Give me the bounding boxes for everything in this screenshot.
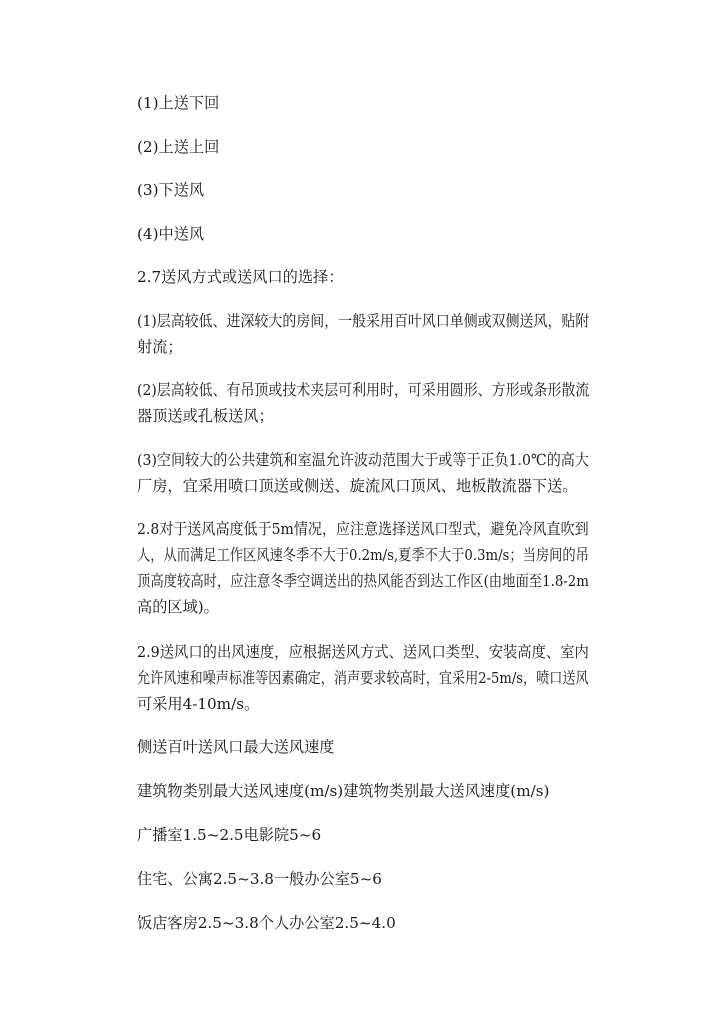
paragraph-line: (4)中送风 — [137, 225, 205, 243]
section-2-7-heading — [137, 264, 589, 290]
paragraph-2-7-2 — [137, 377, 589, 429]
paragraph-2-7-1 — [137, 308, 589, 360]
paragraph-line: 2.8对于送风高度低于5m情况，应注意选择送风口型式，避免冷风直吹到 — [137, 520, 589, 538]
paragraph-line: 侧送百叶送风口最大送风速度 — [137, 738, 335, 756]
paragraph-1 — [137, 90, 589, 116]
paragraph-line: 住宅、公寓2.5~3.8一般办公室5~6 — [137, 870, 382, 888]
paragraph-line: 厂房，宜采用喷口顶送或侧送、旋流风口顶风、地板散流器下送。 — [137, 477, 578, 495]
paragraph-line: 2.9送风口的出风速度，应根据送风方式、送风口类型、安装高度、室内 — [137, 643, 589, 661]
paragraph-2 — [137, 134, 589, 160]
paragraph-line: 广播室1.5~2.5电影院5~6 — [137, 826, 322, 844]
paragraph-2-8 — [137, 516, 589, 620]
paragraph-line: (2)层高较低、有吊顶或技术夹层可利用时，可采用圆形、方形或条形散流 — [137, 381, 590, 399]
table-caption — [137, 734, 589, 760]
paragraph-line: 建筑物类别最大送风速度(m/s)建筑物类别最大送风速度(m/s) — [137, 782, 550, 800]
paragraph-line: 2.7送风方式或送风口的选择： — [137, 268, 344, 286]
table-row — [137, 910, 589, 936]
paragraph-line: 可采用4-10m/s。 — [137, 695, 260, 713]
paragraph-line: 允许风速和噪声标准等因素确定，消声要求较高时，宜采用2-5m/s，喷口送风 — [137, 669, 589, 687]
paragraph-2-7-3 — [137, 447, 589, 499]
paragraph-line: 人，从而满足工作区风速冬季不大于0.2m/s,夏季不大于0.3m/s；当房间的吊 — [137, 546, 589, 564]
paragraph-line: 高的区域)。 — [137, 598, 219, 616]
paragraph-line: 饭店客房2.5~3.8个人办公室2.5~4.0 — [137, 914, 396, 932]
paragraph-line: 顶高度较高时，应注意冬季空调送出的热风能否到达工作区(由地面至1.8-2m — [137, 572, 589, 590]
paragraph-line: (2)上送上回 — [137, 138, 220, 156]
paragraph-3 — [137, 177, 589, 203]
paragraph-line: (1)上送下回 — [137, 94, 220, 112]
paragraph-line: (3)下送风 — [137, 181, 205, 199]
table-header-row — [137, 778, 589, 804]
paragraph-line: 器顶送或孔板送风； — [137, 407, 274, 425]
paragraph-line: (1)层高较低、进深较大的房间，一般采用百叶风口单侧或双侧送风，贴附 — [137, 312, 590, 330]
paragraph-line: (3)空间较大的公共建筑和室温允许波动范围大于或等于正负1.0℃的高大 — [137, 451, 589, 469]
paragraph-line: 射流； — [137, 338, 183, 356]
table-row — [137, 822, 589, 848]
table-row — [137, 866, 589, 892]
paragraph-4 — [137, 221, 589, 247]
paragraph-2-9 — [137, 639, 589, 717]
